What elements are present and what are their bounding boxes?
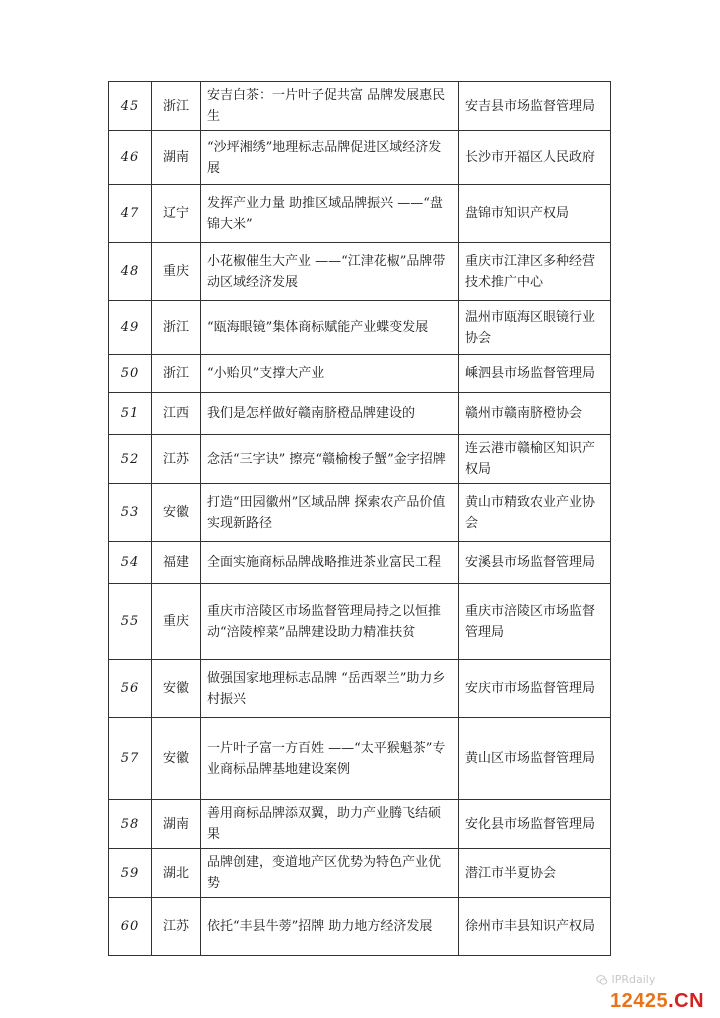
province-cell: 江苏: [152, 435, 201, 484]
organization-cell: 盘锦市知识产权局: [459, 185, 611, 243]
row-number: 51: [109, 393, 152, 435]
row-number: 46: [109, 131, 152, 185]
case-title-cell: 依托“丰县牛蒡”招牌 助力地方经济发展: [201, 898, 459, 956]
case-title-cell: 安吉白茶：一片叶子促共富 品牌发展惠民生: [201, 82, 459, 131]
table-row: [109, 301, 611, 355]
case-title-cell: 重庆市涪陵区市场监督管理局持之以恒推动“涪陵榨菜”品牌建设助力精准扶贫: [201, 584, 459, 660]
table-row: [109, 800, 611, 849]
row-number: 54: [109, 542, 152, 584]
table-row: [109, 898, 611, 956]
row-number: 53: [109, 484, 152, 542]
table-row: [109, 243, 611, 301]
province-cell: 辽宁: [152, 185, 201, 243]
wechat-icon: [596, 974, 608, 986]
table-row: [109, 660, 611, 718]
province-cell: 安徽: [152, 484, 201, 542]
row-number: 45: [109, 82, 152, 131]
province-cell: 安徽: [152, 660, 201, 718]
row-number: 56: [109, 660, 152, 718]
organization-cell: 潜江市半夏协会: [459, 849, 611, 898]
organization-cell: 长沙市开福区人民政府: [459, 131, 611, 185]
watermark-text: IPRdaily: [611, 973, 656, 986]
table-row: [109, 484, 611, 542]
row-number: 57: [109, 718, 152, 800]
case-title-cell: 打造“田园徽州”区域品牌 探索农产品价值实现新路径: [201, 484, 459, 542]
site-logo-digits: 12425: [610, 990, 669, 1012]
case-title-cell: 我们是怎样做好赣南脐橙品牌建设的: [201, 393, 459, 435]
row-number: 55: [109, 584, 152, 660]
province-cell: 安徽: [152, 718, 201, 800]
site-logo-suffix: .CN: [668, 990, 705, 1012]
case-title-cell: 小花椒催生大产业 ——“江津花椒”品牌带动区域经济发展: [201, 243, 459, 301]
province-cell: 湖南: [152, 131, 201, 185]
case-title-cell: 善用商标品牌添双翼，助力产业腾飞结硕果: [201, 800, 459, 849]
organization-cell: 温州市瓯海区眼镜行业协会: [459, 301, 611, 355]
organization-cell: 安溪县市场监督管理局: [459, 542, 611, 584]
table-row: [109, 82, 611, 131]
row-number: 49: [109, 301, 152, 355]
row-number: 48: [109, 243, 152, 301]
case-title-cell: 全面实施商标品牌战略推进茶业富民工程: [201, 542, 459, 584]
organization-cell: 嵊泗县市场监督管理局: [459, 355, 611, 393]
case-title-cell: “瓯海眼镜”集体商标赋能产业蝶变发展: [201, 301, 459, 355]
province-cell: 浙江: [152, 301, 201, 355]
row-number: 52: [109, 435, 152, 484]
province-cell: 浙江: [152, 82, 201, 131]
organization-cell: 重庆市江津区多种经营技术推广中心: [459, 243, 611, 301]
case-title-cell: 念活“三字诀” 擦亮“赣榆梭子蟹”金字招牌: [201, 435, 459, 484]
province-cell: 湖北: [152, 849, 201, 898]
table-row: [109, 584, 611, 660]
row-number: 60: [109, 898, 152, 956]
table-row: [109, 355, 611, 393]
case-title-cell: 发挥产业力量 助推区域品牌振兴 ——“盘锦大米”: [201, 185, 459, 243]
province-cell: 福建: [152, 542, 201, 584]
table-row: [109, 185, 611, 243]
organization-cell: 赣州市赣南脐橙协会: [459, 393, 611, 435]
table-row: [109, 542, 611, 584]
organization-cell: 徐州市丰县知识产权局: [459, 898, 611, 956]
row-number: 58: [109, 800, 152, 849]
province-cell: 重庆: [152, 243, 201, 301]
case-title-cell: 做强国家地理标志品牌 “岳西翠兰”助力乡村振兴: [201, 660, 459, 718]
case-title-cell: “沙坪湘绣”地理标志品牌促进区域经济发展: [201, 131, 459, 185]
province-cell: 江苏: [152, 898, 201, 956]
site-logo: [610, 990, 704, 1013]
row-number: 59: [109, 849, 152, 898]
table-row: [109, 435, 611, 484]
table-row: [109, 718, 611, 800]
row-number: 50: [109, 355, 152, 393]
case-table: [108, 81, 611, 956]
wechat-watermark: [596, 973, 655, 986]
table-row: [109, 849, 611, 898]
organization-cell: 黄山区市场监督管理局: [459, 718, 611, 800]
organization-cell: 黄山市精致农业产业协会: [459, 484, 611, 542]
table-row: [109, 393, 611, 435]
organization-cell: 安庆市市场监督管理局: [459, 660, 611, 718]
organization-cell: 安吉县市场监督管理局: [459, 82, 611, 131]
row-number: 47: [109, 185, 152, 243]
province-cell: 重庆: [152, 584, 201, 660]
case-title-cell: “小贻贝”支撑大产业: [201, 355, 459, 393]
case-title-cell: 品牌创建，变道地产区优势为特色产业优势: [201, 849, 459, 898]
case-title-cell: 一片叶子富一方百姓 ——“太平猴魁茶”专业商标品牌基地建设案例: [201, 718, 459, 800]
organization-cell: 重庆市涪陵区市场监督管理局: [459, 584, 611, 660]
organization-cell: 连云港市赣榆区知识产权局: [459, 435, 611, 484]
province-cell: 湖南: [152, 800, 201, 849]
table-row: [109, 131, 611, 185]
organization-cell: 安化县市场监督管理局: [459, 800, 611, 849]
province-cell: 浙江: [152, 355, 201, 393]
province-cell: 江西: [152, 393, 201, 435]
